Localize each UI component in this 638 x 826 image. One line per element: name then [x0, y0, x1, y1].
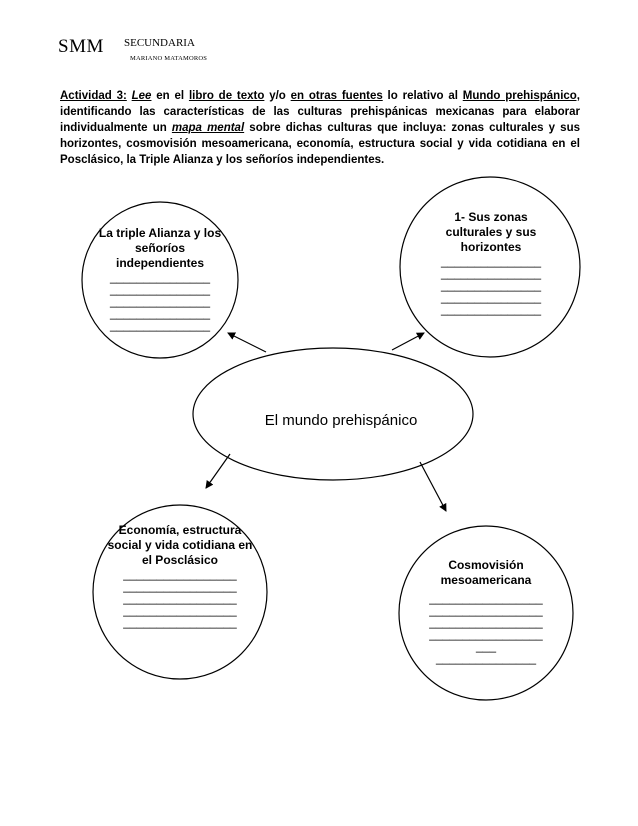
school-level: SECUNDARIA — [124, 37, 195, 49]
arrow-to-bottom-left — [206, 454, 230, 488]
topic-mundo-prehispanico: Mundo prehispánico, — [462, 90, 580, 102]
instruction-verb: Lee — [131, 90, 152, 102]
instruction-text: identificando las características de las culturas prehispánicas mexicanas para elaborar individualmente un — [60, 106, 580, 134]
instruction-text: sobre dichas culturas que incluya: zonas culturales y sus horizontes, cosmovisión mesoamericana, economía, estructura social y vida cotidiana en el Posclásico, la Triple Alianza y los señoríos independientes. — [60, 122, 580, 166]
source-textbook: libro de texto — [188, 90, 265, 102]
node-title: 1- Sus zonas culturales y sus horizontes — [445, 210, 537, 254]
node-bottom-left — [104, 523, 256, 628]
instruction-text: y/o — [264, 90, 291, 102]
node-title: Cosmovisión mesoamericana — [440, 558, 532, 587]
node-top-right — [426, 210, 556, 315]
arrow-to-top-right — [392, 333, 424, 350]
instruction-text: en el — [151, 90, 189, 102]
node-title: Economía, estructura social y vida cotidiana en el Posclásico — [107, 523, 253, 567]
arrow-to-bottom-right — [420, 462, 446, 511]
school-logo-abbrev: SMM — [58, 36, 104, 57]
mapa-mental-term: mapa mental — [171, 122, 245, 134]
node-title: La triple Alianza y los señoríos independientes — [98, 226, 222, 270]
answer-lines: _________________ _________________ _________________ _________________ ___ _______________ — [429, 591, 543, 665]
activity-label: Actividad 3: — [60, 90, 127, 102]
instruction-text: lo relativo al — [382, 90, 463, 102]
source-other: en otras fuentes — [290, 90, 383, 102]
answer-lines: _______________ _______________ _______________ _______________ _______________ — [109, 270, 211, 332]
arrow-to-top-left — [228, 333, 266, 352]
answer-lines: _________________ _________________ _________________ _________________ _________________ — [123, 567, 237, 629]
school-name: MARIANO MATAMOROS — [130, 55, 208, 62]
center-topic: El mundo prehispánico — [264, 412, 418, 429]
node-bottom-right — [412, 558, 560, 664]
answer-lines: _______________ _______________ _______________ _______________ _______________ — [440, 254, 542, 316]
node-top-left — [90, 226, 230, 331]
